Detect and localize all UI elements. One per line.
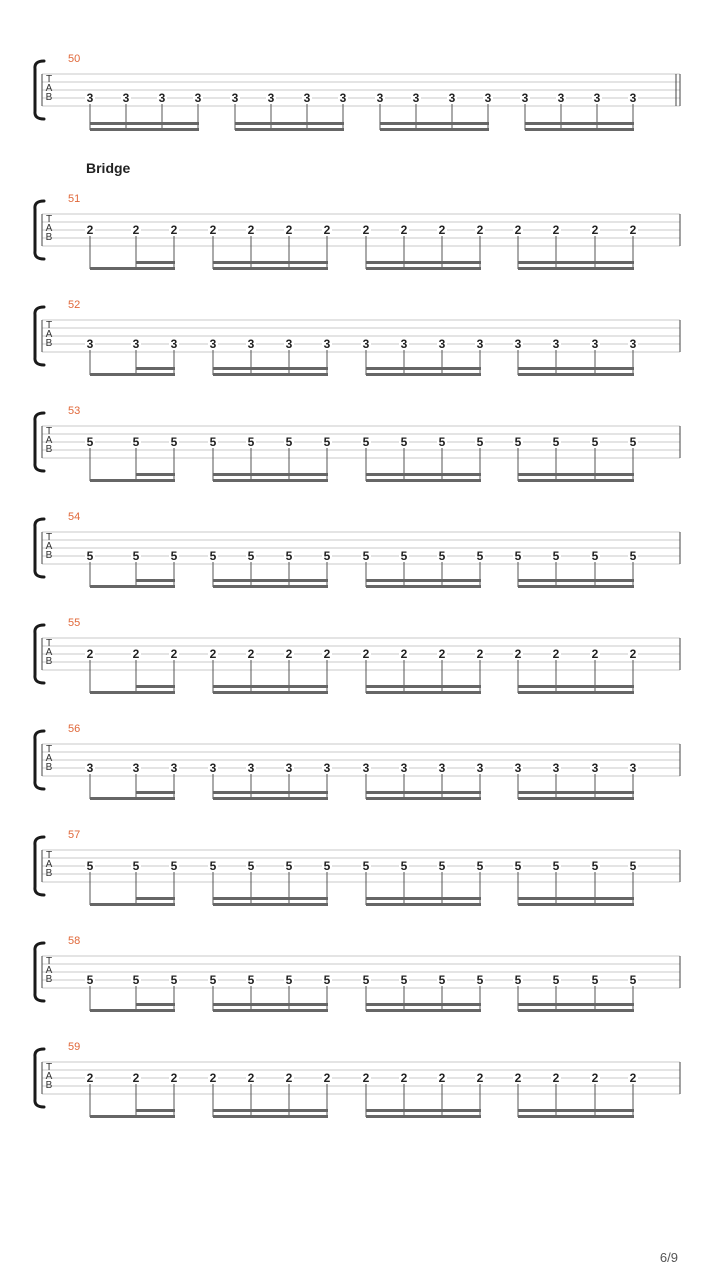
measure-number: 58 — [68, 935, 81, 947]
fret-number: 2 — [170, 1071, 178, 1085]
tab-clef-a: A — [45, 965, 53, 976]
measure-number: 53 — [68, 405, 81, 417]
section-label-bridge: Bridge — [86, 160, 131, 176]
fret-number: 5 — [400, 435, 408, 449]
tab-clef-b: B — [45, 868, 53, 879]
fret-number: 5 — [476, 973, 484, 987]
fret-number: 3 — [170, 337, 178, 351]
fret-number: 5 — [362, 435, 370, 449]
fret-number: 5 — [514, 549, 522, 563]
fret-number: 5 — [438, 859, 446, 873]
fret-number: 2 — [247, 1071, 255, 1085]
beam-primary — [213, 903, 328, 906]
beam-primary — [366, 797, 481, 800]
beam-primary — [90, 903, 175, 906]
beam-primary — [235, 128, 344, 131]
fret-number: 2 — [514, 1071, 522, 1085]
beam-secondary — [366, 791, 481, 794]
fret-number: 5 — [247, 435, 255, 449]
fret-number: 5 — [170, 549, 178, 563]
fret-number: 5 — [170, 859, 178, 873]
fret-number: 5 — [170, 973, 178, 987]
fret-number: 2 — [285, 647, 293, 661]
fret-number: 2 — [362, 1071, 370, 1085]
fret-number: 2 — [476, 223, 484, 237]
fret-number: 2 — [629, 223, 637, 237]
fret-number: 3 — [514, 761, 522, 775]
measure-number: 59 — [68, 1041, 81, 1053]
fret-number: 2 — [86, 1071, 94, 1085]
beam-secondary — [366, 685, 481, 688]
fret-number: 5 — [323, 435, 331, 449]
fret-number: 2 — [629, 647, 637, 661]
tab-clef-b: B — [45, 444, 53, 455]
measure-number: 55 — [68, 617, 81, 629]
fret-number: 3 — [267, 91, 275, 105]
fret-number: 5 — [86, 435, 94, 449]
fret-number: 2 — [552, 1071, 560, 1085]
beam-secondary — [213, 579, 328, 582]
fret-number: 2 — [285, 1071, 293, 1085]
fret-number: 5 — [552, 973, 560, 987]
tab-clef-b: B — [45, 338, 53, 349]
fret-number: 5 — [438, 973, 446, 987]
beam-primary — [213, 691, 328, 694]
fret-number: 3 — [247, 761, 255, 775]
fret-number: 2 — [362, 647, 370, 661]
beam-secondary — [213, 897, 328, 900]
fret-number: 2 — [400, 1071, 408, 1085]
fret-number: 2 — [400, 223, 408, 237]
tab-clef-a: A — [45, 223, 53, 234]
fret-number: 2 — [132, 223, 140, 237]
fret-number: 3 — [209, 761, 217, 775]
tab-clef-a: A — [45, 329, 53, 340]
fret-number: 3 — [400, 761, 408, 775]
beam-secondary — [136, 261, 175, 264]
fret-number: 2 — [86, 647, 94, 661]
beam-primary — [90, 267, 175, 270]
beam-primary — [518, 267, 634, 270]
beam-secondary — [213, 791, 328, 794]
tab-clef-t: T — [45, 1062, 53, 1073]
beam-primary — [518, 373, 634, 376]
measure-number: 52 — [68, 299, 81, 311]
beam-secondary — [518, 791, 634, 794]
beam-secondary — [366, 261, 481, 264]
fret-number: 2 — [476, 647, 484, 661]
beam-primary — [90, 1115, 175, 1118]
beam-secondary — [525, 122, 634, 125]
beam-primary — [518, 1009, 634, 1012]
fret-number: 5 — [514, 859, 522, 873]
fret-number: 3 — [231, 91, 239, 105]
fret-number: 3 — [132, 761, 140, 775]
tab-clef-t: T — [45, 214, 53, 225]
beam-secondary — [136, 1003, 175, 1006]
tab-clef-a: A — [45, 83, 53, 94]
fret-number: 5 — [552, 549, 560, 563]
fret-number: 5 — [400, 973, 408, 987]
fret-number: 3 — [362, 761, 370, 775]
fret-number: 5 — [132, 973, 140, 987]
fret-number: 3 — [209, 337, 217, 351]
tab-clef-a: A — [45, 859, 53, 870]
beam-primary — [90, 128, 199, 131]
tab-clef-b: B — [45, 232, 53, 243]
fret-number: 2 — [247, 647, 255, 661]
tab-clef-t: T — [45, 956, 53, 967]
fret-number: 2 — [132, 647, 140, 661]
fret-number: 3 — [86, 337, 94, 351]
fret-number: 5 — [86, 859, 94, 873]
beam-secondary — [213, 473, 328, 476]
fret-number: 5 — [323, 549, 331, 563]
beam-primary — [90, 585, 175, 588]
fret-number: 2 — [476, 1071, 484, 1085]
beam-primary — [213, 373, 328, 376]
fret-number: 3 — [339, 91, 347, 105]
fret-number: 2 — [514, 223, 522, 237]
fret-number: 5 — [514, 435, 522, 449]
tab-clef-b: B — [45, 762, 53, 773]
tab-clef-b: B — [45, 550, 53, 561]
fret-number: 3 — [557, 91, 565, 105]
fret-number: 5 — [629, 859, 637, 873]
beam-secondary — [518, 897, 634, 900]
fret-number: 5 — [591, 549, 599, 563]
fret-number: 5 — [362, 549, 370, 563]
fret-number: 5 — [591, 859, 599, 873]
fret-number: 5 — [247, 549, 255, 563]
fret-number: 5 — [629, 549, 637, 563]
fret-number: 5 — [362, 859, 370, 873]
beam-secondary — [213, 1109, 328, 1112]
fret-number: 3 — [448, 91, 456, 105]
beam-secondary — [235, 122, 344, 125]
fret-number: 5 — [132, 859, 140, 873]
beam-secondary — [213, 261, 328, 264]
fret-number: 2 — [400, 647, 408, 661]
tab-clef-b: B — [45, 656, 53, 667]
fret-number: 3 — [591, 337, 599, 351]
tab-clef-a: A — [45, 753, 53, 764]
tab-clef-b: B — [45, 974, 53, 985]
beam-primary — [518, 1115, 634, 1118]
fret-number: 3 — [484, 91, 492, 105]
fret-number: 5 — [209, 549, 217, 563]
beam-secondary — [213, 685, 328, 688]
fret-number: 2 — [247, 223, 255, 237]
fret-number: 3 — [438, 337, 446, 351]
fret-number: 5 — [552, 435, 560, 449]
fret-number: 5 — [629, 435, 637, 449]
beam-secondary — [136, 791, 175, 794]
fret-number: 2 — [209, 1071, 217, 1085]
fret-number: 3 — [629, 91, 637, 105]
fret-number: 3 — [285, 761, 293, 775]
fret-number: 5 — [438, 549, 446, 563]
fret-number: 3 — [362, 337, 370, 351]
beam-primary — [366, 479, 481, 482]
fret-number: 3 — [86, 761, 94, 775]
measure-number: 50 — [68, 53, 81, 65]
beam-secondary — [518, 1109, 634, 1112]
tab-clef-a: A — [45, 541, 53, 552]
fret-number: 3 — [476, 337, 484, 351]
fret-number: 5 — [323, 973, 331, 987]
fret-number: 5 — [209, 859, 217, 873]
fret-number: 5 — [86, 549, 94, 563]
beam-secondary — [380, 122, 489, 125]
fret-number: 5 — [285, 549, 293, 563]
fret-number: 2 — [285, 223, 293, 237]
fret-number: 3 — [86, 91, 94, 105]
beam-secondary — [136, 897, 175, 900]
fret-number: 3 — [323, 337, 331, 351]
beam-secondary — [518, 261, 634, 264]
tab-clef-t: T — [45, 426, 53, 437]
beam-secondary — [518, 473, 634, 476]
tab-clef-a: A — [45, 647, 53, 658]
fret-number: 2 — [629, 1071, 637, 1085]
tab-clef-t: T — [45, 744, 53, 755]
beam-secondary — [213, 1003, 328, 1006]
fret-number: 5 — [438, 435, 446, 449]
beam-primary — [366, 1009, 481, 1012]
page-number: 6/9 — [659, 1250, 678, 1265]
fret-number: 2 — [591, 1071, 599, 1085]
beam-primary — [90, 1009, 175, 1012]
beam-primary — [518, 691, 634, 694]
tab-clef-a: A — [45, 1071, 53, 1082]
beam-secondary — [366, 579, 481, 582]
tab-clef-t: T — [45, 532, 53, 543]
fret-number: 3 — [158, 91, 166, 105]
beam-secondary — [518, 685, 634, 688]
fret-number: 2 — [209, 223, 217, 237]
fret-number: 5 — [247, 859, 255, 873]
fret-number: 5 — [591, 435, 599, 449]
fret-number: 2 — [323, 647, 331, 661]
beam-primary — [366, 1115, 481, 1118]
beam-primary — [90, 373, 175, 376]
fret-number: 3 — [194, 91, 202, 105]
fret-number: 2 — [552, 647, 560, 661]
fret-number: 2 — [209, 647, 217, 661]
fret-number: 5 — [591, 973, 599, 987]
beam-secondary — [90, 122, 199, 125]
fret-number: 3 — [412, 91, 420, 105]
beam-primary — [213, 1009, 328, 1012]
measure-number: 57 — [68, 829, 81, 841]
beam-primary — [90, 797, 175, 800]
fret-number: 5 — [170, 435, 178, 449]
beam-primary — [518, 903, 634, 906]
fret-number: 3 — [132, 337, 140, 351]
fret-number: 3 — [285, 337, 293, 351]
beam-primary — [213, 585, 328, 588]
beam-primary — [525, 128, 634, 131]
beam-primary — [90, 691, 175, 694]
fret-number: 2 — [438, 223, 446, 237]
fret-number: 2 — [362, 223, 370, 237]
beam-secondary — [136, 579, 175, 582]
measure-number: 51 — [68, 193, 81, 205]
tab-clef-t: T — [45, 850, 53, 861]
beam-secondary — [213, 367, 328, 370]
beam-primary — [213, 797, 328, 800]
beam-primary — [518, 479, 634, 482]
beam-secondary — [136, 473, 175, 476]
beam-secondary — [366, 1109, 481, 1112]
fret-number: 3 — [552, 337, 560, 351]
beam-primary — [380, 128, 489, 131]
tab-clef-b: B — [45, 92, 53, 103]
fret-number: 2 — [514, 647, 522, 661]
fret-number: 3 — [122, 91, 130, 105]
beam-primary — [366, 903, 481, 906]
tab-clef-t: T — [45, 74, 53, 85]
fret-number: 5 — [209, 435, 217, 449]
fret-number: 3 — [593, 91, 601, 105]
fret-number: 5 — [323, 859, 331, 873]
beam-secondary — [136, 1109, 175, 1112]
fret-number: 3 — [591, 761, 599, 775]
beam-primary — [366, 373, 481, 376]
fret-number: 2 — [86, 223, 94, 237]
beam-primary — [366, 585, 481, 588]
fret-number: 5 — [132, 549, 140, 563]
fret-number: 5 — [285, 973, 293, 987]
fret-number: 5 — [476, 859, 484, 873]
beam-primary — [213, 479, 328, 482]
fret-number: 5 — [629, 973, 637, 987]
fret-number: 5 — [476, 549, 484, 563]
beam-primary — [366, 267, 481, 270]
measure-number: 56 — [68, 723, 81, 735]
fret-number: 2 — [132, 1071, 140, 1085]
fret-number: 3 — [170, 761, 178, 775]
fret-number: 3 — [514, 337, 522, 351]
fret-number: 5 — [285, 859, 293, 873]
beam-secondary — [366, 473, 481, 476]
beam-secondary — [518, 1003, 634, 1006]
beam-primary — [366, 691, 481, 694]
beam-primary — [213, 1115, 328, 1118]
beam-secondary — [518, 579, 634, 582]
fret-number: 5 — [552, 859, 560, 873]
beam-secondary — [518, 367, 634, 370]
fret-number: 2 — [323, 223, 331, 237]
tab-clef-t: T — [45, 320, 53, 331]
fret-number: 5 — [514, 973, 522, 987]
fret-number: 5 — [209, 973, 217, 987]
fret-number: 5 — [132, 435, 140, 449]
fret-number: 3 — [247, 337, 255, 351]
fret-number: 3 — [629, 337, 637, 351]
fret-number: 2 — [170, 647, 178, 661]
fret-number: 3 — [400, 337, 408, 351]
fret-number: 3 — [303, 91, 311, 105]
fret-number: 5 — [86, 973, 94, 987]
fret-number: 3 — [552, 761, 560, 775]
fret-number: 5 — [247, 973, 255, 987]
fret-number: 2 — [438, 1071, 446, 1085]
fret-number: 3 — [629, 761, 637, 775]
fret-number: 3 — [323, 761, 331, 775]
beam-secondary — [366, 1003, 481, 1006]
beam-primary — [90, 479, 175, 482]
fret-number: 2 — [438, 647, 446, 661]
fret-number: 5 — [362, 973, 370, 987]
fret-number: 5 — [400, 859, 408, 873]
fret-number: 2 — [323, 1071, 331, 1085]
beam-secondary — [366, 897, 481, 900]
tab-clef-t: T — [45, 638, 53, 649]
fret-number: 3 — [521, 91, 529, 105]
fret-number: 2 — [591, 223, 599, 237]
beam-secondary — [136, 685, 175, 688]
fret-number: 3 — [376, 91, 384, 105]
fret-number: 2 — [552, 223, 560, 237]
fret-number: 2 — [591, 647, 599, 661]
fret-number: 2 — [170, 223, 178, 237]
fret-number: 3 — [438, 761, 446, 775]
beam-secondary — [136, 367, 175, 370]
tab-clef-a: A — [45, 435, 53, 446]
beam-primary — [518, 797, 634, 800]
tab-clef-b: B — [45, 1080, 53, 1091]
beam-primary — [213, 267, 328, 270]
beam-primary — [518, 585, 634, 588]
beam-secondary — [366, 367, 481, 370]
fret-number: 3 — [476, 761, 484, 775]
fret-number: 5 — [476, 435, 484, 449]
fret-number: 5 — [400, 549, 408, 563]
fret-number: 5 — [285, 435, 293, 449]
measure-number: 54 — [68, 511, 81, 523]
